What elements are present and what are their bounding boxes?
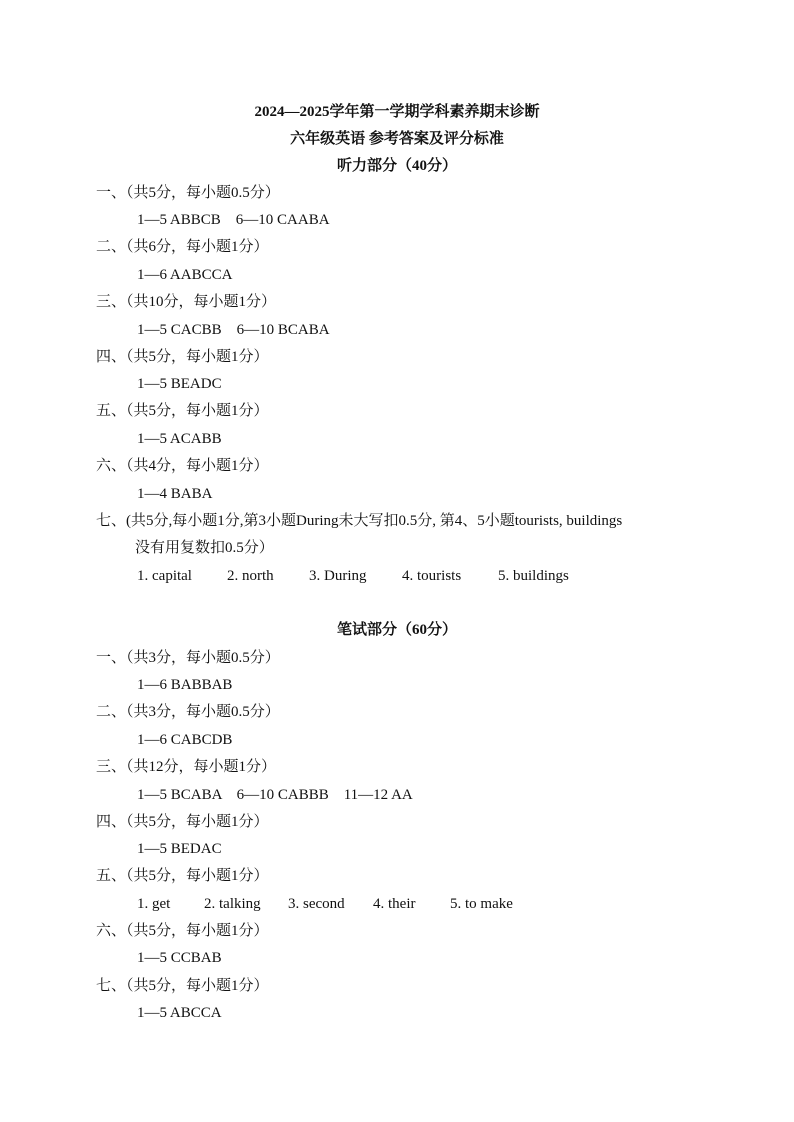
list-item: 4. tourists: [402, 568, 462, 584]
writing-section-heading: 笔试部分（60分）: [336, 622, 457, 638]
writing-q4-head: 四、（共5分，每小题1分）: [96, 814, 269, 830]
listening-q3-head: 三、（共10分，每小题1分）: [96, 294, 277, 310]
writing-q2-answer: 1—6 CABCDB: [137, 732, 233, 748]
listening-q5-head: 五、（共5分，每小题1分）: [96, 403, 269, 419]
list-item: 3. During: [309, 568, 367, 584]
list-item: 1. get: [137, 896, 171, 912]
writing-q6-head: 六、（共5分，每小题1分）: [96, 923, 269, 939]
document-title: 2024—2025学年第一学期学科素养期末诊断: [254, 104, 540, 120]
list-item: 1. capital: [137, 568, 192, 584]
list-item: 5. to make: [450, 896, 513, 912]
listening-q7-answers: [137, 566, 569, 586]
listening-q5-answer: 1—5 ACABB: [137, 431, 222, 447]
writing-q7-answer: 1—5 ABCCA: [137, 1005, 222, 1021]
list-item: 2. talking: [204, 896, 261, 912]
listening-q6-head: 六、（共4分，每小题1分）: [96, 458, 269, 474]
listening-q7-head-continued: 没有用复数扣0.5分）: [135, 540, 274, 556]
writing-q3-head: 三、（共12分，每小题1分）: [96, 759, 277, 775]
listening-q2-head: 二、（共6分，每小题1分）: [96, 239, 269, 255]
list-item: 2. north: [227, 568, 274, 584]
list-item: 3. second: [288, 896, 345, 912]
listening-q3-answer: 1—5 CACBB 6—10 BCABA: [137, 322, 330, 338]
listening-q4-head: 四、（共5分，每小题1分）: [96, 349, 269, 365]
writing-q5-answers: [137, 894, 513, 914]
listening-q6-answer: 1—4 BABA: [137, 486, 213, 502]
writing-q4-answer: 1—5 BEDAC: [137, 841, 222, 857]
document-subtitle: 六年级英语 参考答案及评分标准: [290, 131, 504, 147]
listening-q7-head: 七、(共5分,每小题1分,第3小题During未大写扣0.5分, 第4、5小题tourists, buildings: [96, 513, 623, 529]
writing-q2-head: 二、（共3分，每小题0.5分）: [96, 704, 280, 720]
writing-q6-answer: 1—5 CCBAB: [137, 950, 222, 966]
writing-q7-head: 七、（共5分，每小题1分）: [96, 978, 269, 994]
listening-section-heading: 听力部分（40分）: [336, 158, 457, 174]
listening-q2-answer: 1—6 AABCCA: [137, 267, 233, 283]
writing-q1-head: 一、（共3分，每小题0.5分）: [96, 650, 280, 666]
writing-q1-answer: 1—6 BABBAB: [137, 677, 233, 693]
listening-q1-answer: 1—5 ABBCB 6—10 CAABA: [137, 212, 330, 228]
list-item: 4. their: [373, 896, 416, 912]
list-item: 5. buildings: [498, 568, 569, 584]
writing-q5-head: 五、（共5分，每小题1分）: [96, 868, 269, 884]
listening-q1-head: 一、（共5分，每小题0.5分）: [96, 185, 280, 201]
listening-q4-answer: 1—5 BEADC: [137, 376, 222, 392]
writing-q3-answer: 1—5 BCABA 6—10 CABBB 11—12 AA: [137, 787, 413, 803]
